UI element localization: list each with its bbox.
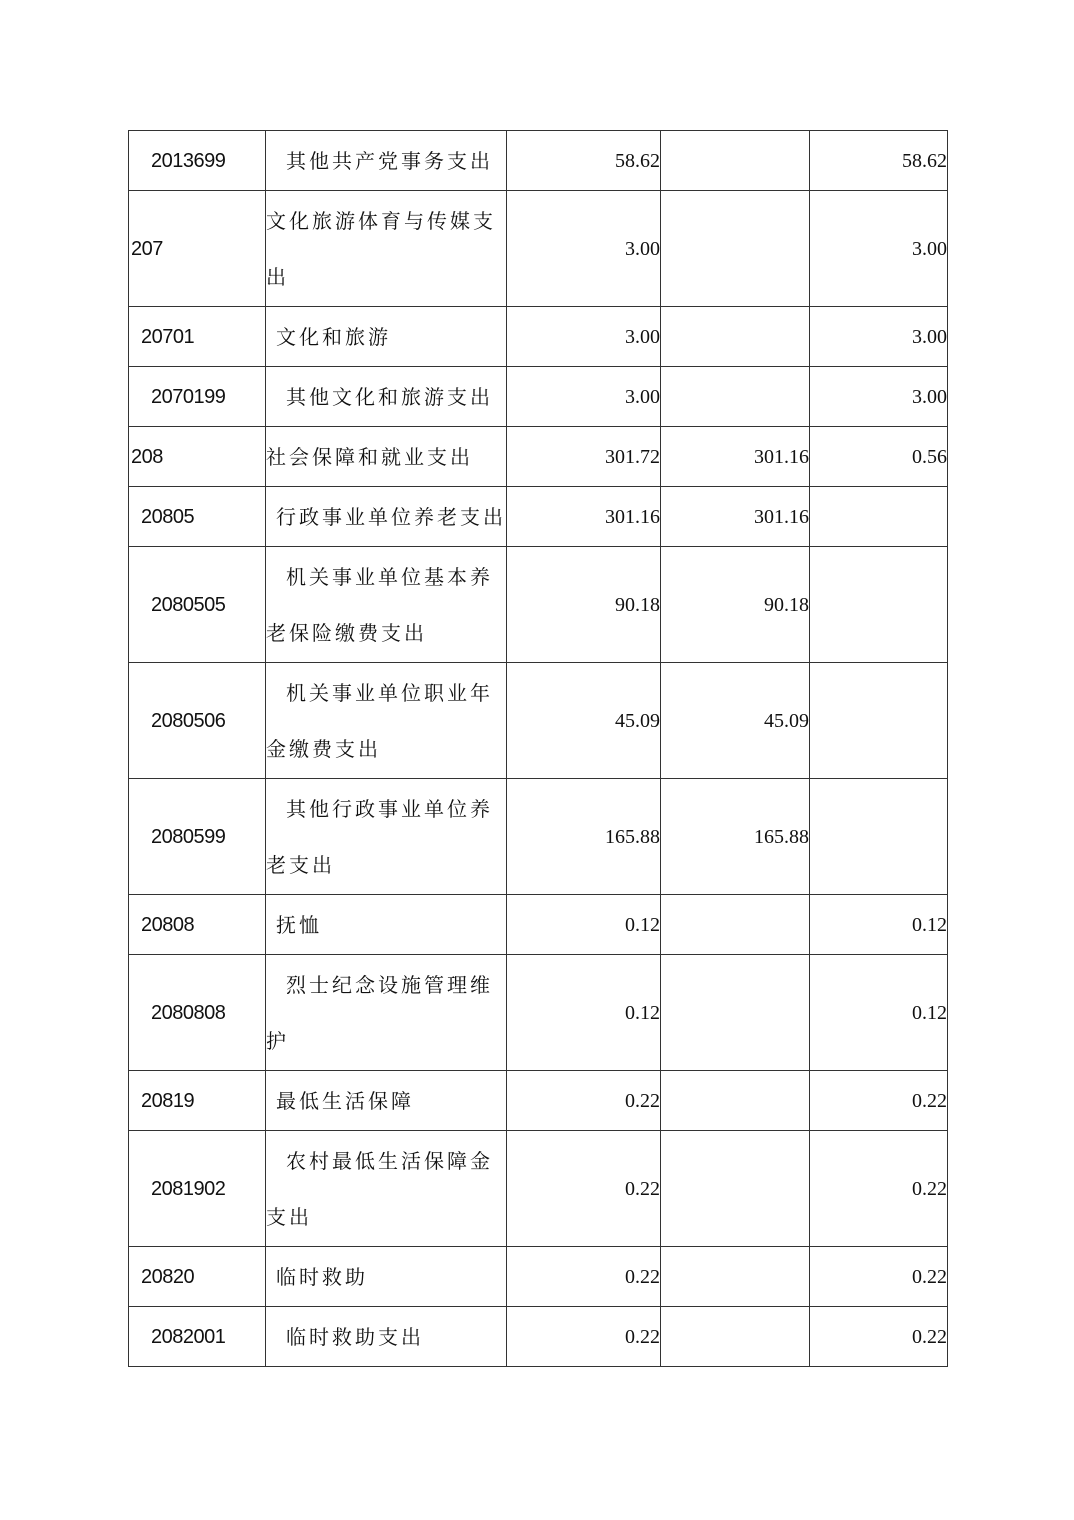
basic-expenditure-cell: [661, 1307, 810, 1367]
expenditure-table: [128, 130, 948, 1367]
subject-code-cell: 20808: [129, 895, 266, 955]
basic-expenditure-cell: 301.16: [661, 427, 810, 487]
project-expenditure-cell: [810, 487, 948, 547]
project-expenditure-cell: 0.22: [810, 1247, 948, 1307]
table-row: [129, 1071, 948, 1131]
total-amount-cell: 3.00: [507, 191, 661, 307]
subject-code-cell: 2080506: [129, 663, 266, 779]
subject-code-cell: 207: [129, 191, 266, 307]
total-amount-cell: 0.12: [507, 955, 661, 1071]
subject-code-cell: 2080599: [129, 779, 266, 895]
subject-code-cell: 2013699: [129, 131, 266, 191]
table-row: [129, 1247, 948, 1307]
subject-name-cell: 机关事业单位基本养老保险缴费支出: [266, 547, 507, 663]
table-row: [129, 1131, 948, 1247]
project-expenditure-cell: 0.22: [810, 1131, 948, 1247]
basic-expenditure-cell: [661, 367, 810, 427]
project-expenditure-cell: 3.00: [810, 367, 948, 427]
basic-expenditure-cell: [661, 191, 810, 307]
project-expenditure-cell: 3.00: [810, 307, 948, 367]
total-amount-cell: 45.09: [507, 663, 661, 779]
basic-expenditure-cell: [661, 131, 810, 191]
basic-expenditure-cell: [661, 1247, 810, 1307]
subject-code-cell: 2080505: [129, 547, 266, 663]
table-body: [129, 131, 948, 1367]
basic-expenditure-cell: [661, 307, 810, 367]
table-row: [129, 191, 948, 307]
project-expenditure-cell: 0.56: [810, 427, 948, 487]
total-amount-cell: 3.00: [507, 307, 661, 367]
subject-name-cell: 其他共产党事务支出: [266, 131, 507, 191]
subject-code-cell: 20820: [129, 1247, 266, 1307]
project-expenditure-cell: 58.62: [810, 131, 948, 191]
basic-expenditure-cell: 90.18: [661, 547, 810, 663]
total-amount-cell: 0.22: [507, 1307, 661, 1367]
subject-code-cell: 2080808: [129, 955, 266, 1071]
subject-name-cell: 最低生活保障: [266, 1071, 507, 1131]
subject-code-cell: 2070199: [129, 367, 266, 427]
table-row: [129, 547, 948, 663]
table-row: [129, 307, 948, 367]
subject-code-cell: 2081902: [129, 1131, 266, 1247]
project-expenditure-cell: 0.12: [810, 955, 948, 1071]
table-row: [129, 487, 948, 547]
total-amount-cell: 0.22: [507, 1247, 661, 1307]
subject-name-cell: 机关事业单位职业年金缴费支出: [266, 663, 507, 779]
subject-name-cell: 其他文化和旅游支出: [266, 367, 507, 427]
project-expenditure-cell: [810, 779, 948, 895]
project-expenditure-cell: [810, 547, 948, 663]
subject-name-cell: 文化和旅游: [266, 307, 507, 367]
subject-name-cell: 抚恤: [266, 895, 507, 955]
total-amount-cell: 0.22: [507, 1071, 661, 1131]
basic-expenditure-cell: 165.88: [661, 779, 810, 895]
project-expenditure-cell: 0.22: [810, 1307, 948, 1367]
total-amount-cell: 90.18: [507, 547, 661, 663]
table-row: [129, 367, 948, 427]
subject-code-cell: 20819: [129, 1071, 266, 1131]
basic-expenditure-cell: [661, 895, 810, 955]
basic-expenditure-cell: [661, 1131, 810, 1247]
project-expenditure-cell: [810, 663, 948, 779]
subject-name-cell: 社会保障和就业支出: [266, 427, 507, 487]
subject-name-cell: 文化旅游体育与传媒支出: [266, 191, 507, 307]
table-row: [129, 895, 948, 955]
basic-expenditure-cell: 45.09: [661, 663, 810, 779]
subject-name-cell: 其他行政事业单位养老支出: [266, 779, 507, 895]
total-amount-cell: 301.16: [507, 487, 661, 547]
total-amount-cell: 165.88: [507, 779, 661, 895]
basic-expenditure-cell: [661, 1071, 810, 1131]
total-amount-cell: 0.12: [507, 895, 661, 955]
total-amount-cell: 58.62: [507, 131, 661, 191]
subject-name-cell: 农村最低生活保障金支出: [266, 1131, 507, 1247]
table-row: [129, 427, 948, 487]
subject-code-cell: 20805: [129, 487, 266, 547]
table-row: [129, 779, 948, 895]
table-row: [129, 955, 948, 1071]
total-amount-cell: 3.00: [507, 367, 661, 427]
subject-code-cell: 208: [129, 427, 266, 487]
table-row: [129, 663, 948, 779]
total-amount-cell: 0.22: [507, 1131, 661, 1247]
basic-expenditure-cell: 301.16: [661, 487, 810, 547]
subject-code-cell: 2082001: [129, 1307, 266, 1367]
total-amount-cell: 301.72: [507, 427, 661, 487]
subject-name-cell: 临时救助支出: [266, 1307, 507, 1367]
table-row: [129, 1307, 948, 1367]
table-row: [129, 131, 948, 191]
basic-expenditure-cell: [661, 955, 810, 1071]
subject-name-cell: 烈士纪念设施管理维护: [266, 955, 507, 1071]
subject-name-cell: 临时救助: [266, 1247, 507, 1307]
project-expenditure-cell: 0.22: [810, 1071, 948, 1131]
project-expenditure-cell: 0.12: [810, 895, 948, 955]
subject-name-cell: 行政事业单位养老支出: [266, 487, 507, 547]
project-expenditure-cell: 3.00: [810, 191, 948, 307]
subject-code-cell: 20701: [129, 307, 266, 367]
